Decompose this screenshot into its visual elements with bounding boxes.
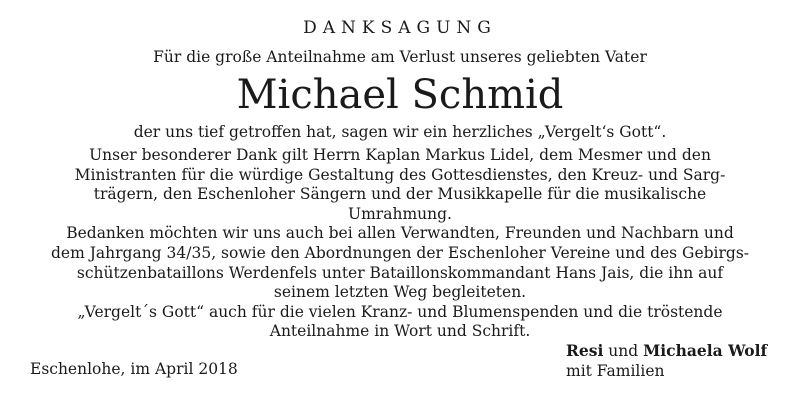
signature-block — [566, 341, 767, 381]
paragraph-2-line: seinem letzten Weg begleiteten. — [273, 283, 527, 302]
paragraph-1-line: Umrahmung. — [348, 204, 452, 223]
intro-text: Für die große Anteilnahme am Verlust unseres geliebten Vater — [153, 48, 647, 66]
signature-family-line: mit Familien — [566, 362, 665, 380]
deceased-name: Michael Schmid — [236, 72, 564, 118]
paragraph-3-line: „Vergelt´s Gott“ auch für die vielen Kranz- und Blumenspenden und die tröstende — [77, 302, 723, 321]
signature-name-2: Michaela Wolf — [643, 341, 768, 360]
paragraph-2-line: Bedanken möchten wir uns auch bei allen Verwandten, Freunden und Nachbarn und — [66, 224, 734, 243]
paragraph-1-line: trägern, den Eschenloher Sängern und der Musikkapelle für die musikalische — [93, 185, 707, 204]
paragraph-2-line: dem Jahrgang 34/35, sowie den Abordnungen der Eschenloher Vereine und des Gebirgs- — [50, 243, 750, 262]
notice-heading: DANKSAGUNG — [303, 18, 497, 38]
signature-conjunction: und — [608, 342, 639, 360]
paragraph-2-line: schützenbataillons Werdenfels unter Bataillonskommandant Hans Jais, die ihn auf — [76, 263, 724, 282]
signature-name-1: Resi — [566, 341, 604, 360]
place-and-date: Eschenlohe, im April 2018 — [30, 360, 238, 378]
paragraph-3-line: Anteilnahme in Wort und Schrift. — [269, 322, 531, 341]
thanks-subline: der uns tief getroffen hat, sagen wir ein herzliches „Vergelt‘s Gott“. — [133, 123, 667, 141]
signature-names — [566, 341, 767, 361]
notice-body — [16, 146, 784, 342]
paragraph-1-line: Ministranten für die würdige Gestaltung des Gottesdienstes, den Kreuz- und Sarg- — [74, 165, 726, 184]
paragraph-1-line: Unser besonderer Dank gilt Herrn Kaplan Markus Lidel, dem Mesmer und den — [89, 146, 711, 164]
